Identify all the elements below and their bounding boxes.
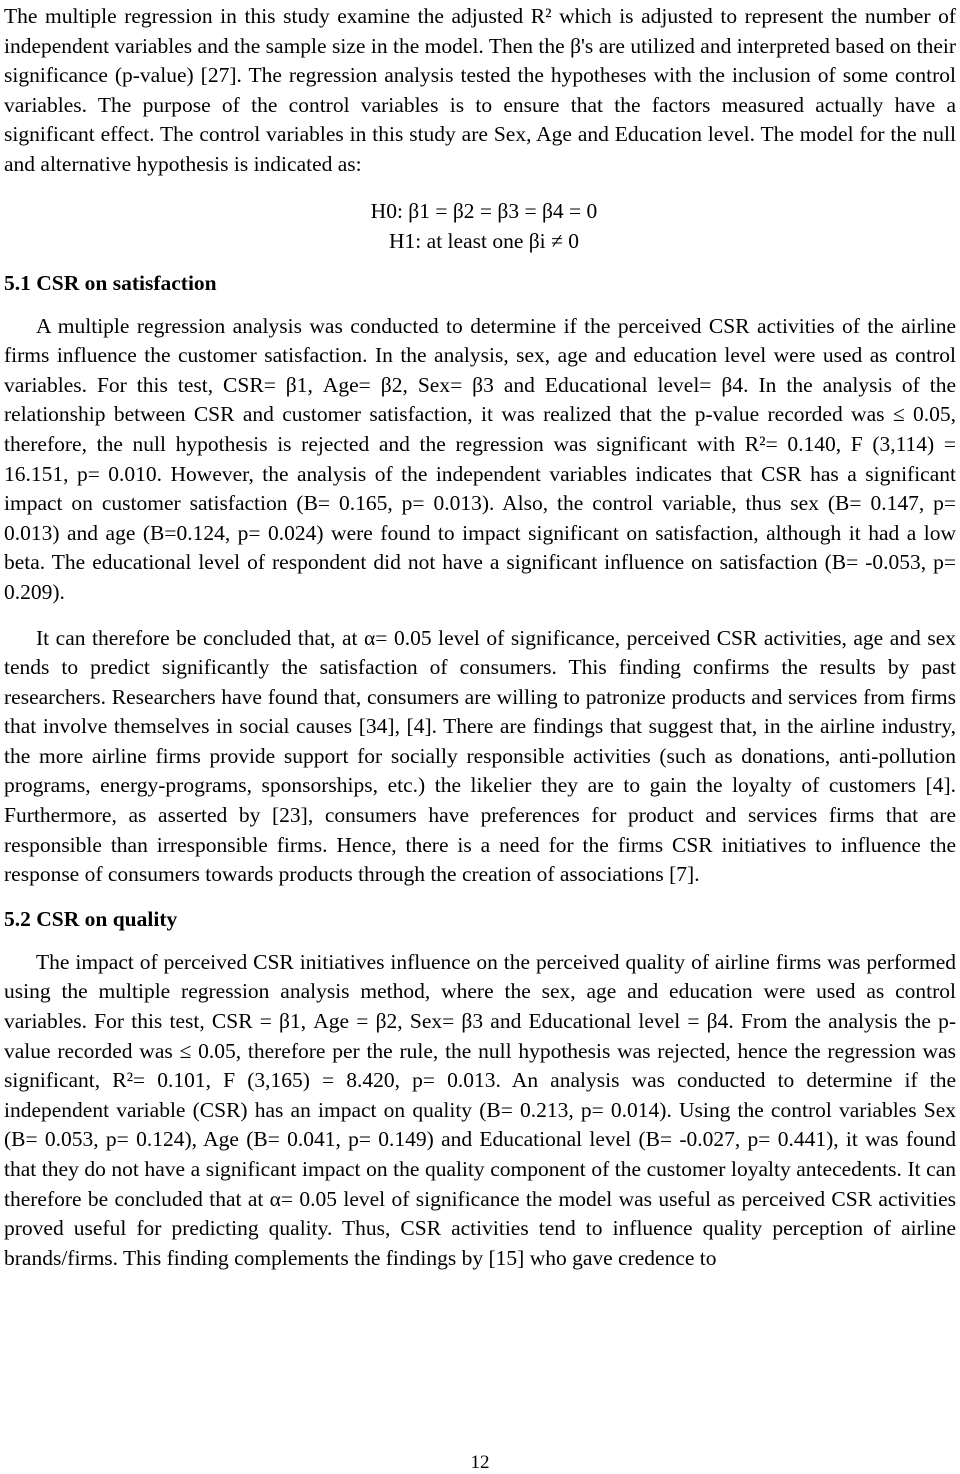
section-heading-csr-quality: 5.2 CSR on quality xyxy=(4,906,178,931)
page-number: 12 xyxy=(470,1452,490,1473)
alternative-hypothesis: H1: at least one βi ≠ 0 xyxy=(389,228,579,253)
quality-paragraph-1: The impact of perceived CSR initiatives influence on the perceived quality of airline firms was performed using the multiple regression analysis method, where the sex, age and education were used as control variables. For this test, CSR = β1, Age = β2, Sex= β3 and Educational level = β4. From the analysis the p-value recorded was ≤ 0.05, therefore per the rule, the null hypothesis was rejected, hence the regression was significant, R²= 0.101, F (3,165) = 8.420, p= 0.013. An analysis was conducted to determine if the independent variable (CSR) has an impact on quality (B= 0.213, p= 0.014). Using the control variables Sex (B= 0.053, p= 0.124), Age (B= 0.041, p= 0.149) and Educational level (B= -0.027, p= 0.441), it was found that they do not have a significant impact on the quality component of the customer loyalty antecedents. It can therefore be concluded that at α= 0.05 level of significance the model was useful as perceived CSR activities proved useful for predicting quality. Thus, CSR activities tend to influence quality perception of airline brands/firms. This finding complements the findings by [15] who gave credence to xyxy=(4,949,956,1270)
intro-paragraph: The multiple regression in this study examine the adjusted R² which is adjusted to represent the number of independent variables and the sample size in the model. Then the β's are utilized and interpreted based on their significance (p-value) [27]. The regression analysis tested the hypotheses with the inclusion of some control variables. The purpose of the control variables is to ensure that the factors measured actually have a significant effect. The control variables in this study are Sex, Age and Education level. The model for the null and alternative hypothesis is indicated as: xyxy=(4,4,956,176)
document-page xyxy=(4,2,956,1273)
satisfaction-paragraph-2: It can therefore be concluded that, at α= 0.05 level of significance, perceived CSR activities, age and sex tends to predict significantly the satisfaction of consumers. This finding confirms the results by past researchers. Researchers have found that, consumers are willing to patronize products and services from firms that involve themselves in social causes [34], [4]. There are findings that suggest that, in the airline industry, the more airline firms provide support for socially responsible activities (such as donations, anti-pollution programs, energy-programs, sponsorships, etc.) the likelier they are to gain the loyalty of customers [4]. Furthermore, as asserted by [23], consumers have preferences for product and services firms that are responsible than irresponsible firms. Hence, there is a need for the firms CSR initiatives to influence the response of consumers towards products through the creation of associations [7]. xyxy=(4,625,956,887)
null-hypothesis: H0: β1 = β2 = β3 = β4 = 0 xyxy=(370,198,598,223)
section-heading-csr-satisfaction: 5.1 CSR on satisfaction xyxy=(4,270,217,295)
hypotheses-block xyxy=(4,196,956,256)
satisfaction-paragraph-1: A multiple regression analysis was conducted to determine if the perceived CSR activities of the airline firms influence the customer satisfaction. In the analysis, sex, age and education level were used as control variables. For this test, CSR= β1, Age= β2, Sex= β3 and Educational level= β4. In the analysis of the relationship between CSR and customer satisfaction, it was realized that the p-value recorded was ≤ 0.05, therefore, the null hypothesis is rejected and the regression was significant with R²= 0.140, F (3,114) = 16.151, p= 0.010. However, the analysis of the independent variables indicates that CSR has a significant impact on customer satisfaction (B= 0.165, p= 0.013). Also, the control variable, thus sex (B= 0.147, p= 0.013) and age (B=0.124, p= 0.024) were found to impact significant on satisfaction, although it had a low beta. The educational level of respondent did not have a significant influence on satisfaction (B= -0.053, p= 0.209). xyxy=(4,313,956,604)
